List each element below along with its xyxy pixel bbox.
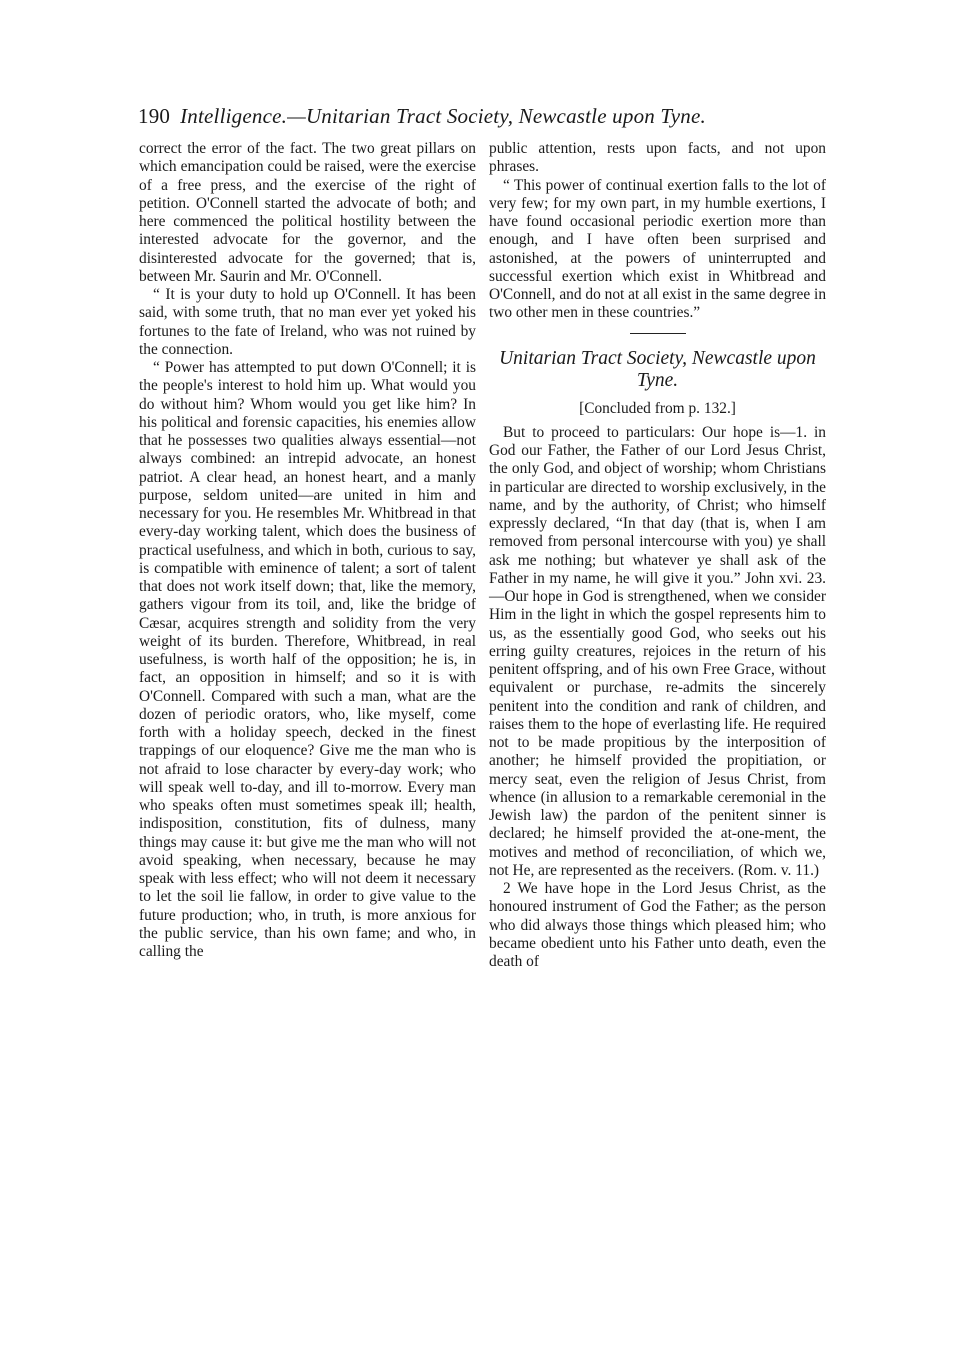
running-head xyxy=(138,104,838,129)
section-divider xyxy=(630,333,686,334)
page-number: 190 xyxy=(138,104,171,128)
paragraph: “ It is your duty to hold up O'Connell. It has been said, with some truth, that no man ever yet yoked his fortunes to the fate of Ireland, who was not ruined by the connection. xyxy=(139,286,476,358)
right-column xyxy=(489,140,826,971)
paragraph: “ Power has attempted to put down O'Connell; it is the people's interest to hold him up. What would you do without him? Whom would you get like him? In his political and forensic capacities, his enemies allow that he possesses two qualities always essential—not always combined: an intrepid advocate, an honest patriot. A clear head, an honest heart, and a manly purpose, seldom united—are united in him and necessary for you. He resembles Mr. Whitbread in that every-day working talent, which does the business of practical usefulness, and which in both, curious to say, is compatible with eminence of talent; a sort of talent that does not work itself down; that, like the memory, gathers vigour from its toil, and, like the bridge of Cæsar, acquires strength and solidity from the very weight of its burden. Therefore, Whitbread, in real usefulness, is worth half of the opposition; he is, in fact, an opposition in himself; and so it is with O'Connell. Compared with such a man, what are the dozen of periodic orators, who, like myself, come forth with a holiday speech, decked in the finest trappings of our eloquence? Give me the man who is not afraid to lose character by every-day work; who will speak well to-day, and ill to-morrow. Every man who speaks often must sometimes speak ill; health, indisposition, constitution, fits of dulness, many things may cause it: but give me the man who will not avoid speaking, when necessary, because he may speak with less effect; who will not deem it necessary to let the soil lie fallow, in order to give value to the future production; who, in truth, is more anxious for the public service, than his own fame; and who, in calling the xyxy=(139,359,476,960)
paragraph: “ This power of continual exertion falls to the lot of very few; for my own part, in my humble exertions, I have found occasional periodic exertion more than enough, and I have often been surprised and astonished, at the powers of uninterrupted and successful exertion which exist in Whitbread and O'Connell, and do not at all exist in the same degree in two other men in these countries.” xyxy=(489,176,827,322)
paragraph: But to proceed to particulars: Our hope is—1. in God our Father, the Father of our Lord Jesus Christ, the only God, and object of worship; whom Christians in particular are directed to worship exclusively, in the name, and by the authority, of Christ; who himself expressly declared, “In that day (that is, when I am removed from personal intercourse with you) ye shall ask me nothing; but whatever ye shall ask of the Father in my name, he will give it you.” John xvi. 23.—Our hope in God is strengthened, when we consider Him in the light in which the gospel represents him to us, as the essentially good God, who seeks out his erring guilty creatures, rejoices in the return of his penitent offspring, and of his own Free Grace, without equivalent or purchase, re-admits the sincerely penitent into the condition and rank of children, and raises them to the hope of everlasting life. He required not to be made propitious by the interposition of another; he himself provided the propitiation, or mercy seat, even the religion of Jesus Christ, from whence (in allusion to a remarkable ceremonial in the Jewish law) the pardon of the penitent sinner is declared; he himself provided the at-one-ment, the motives and method of reconciliation, of which we, not He, are represented as the receivers. (Rom. v. 11.) xyxy=(489,423,826,879)
left-column xyxy=(139,140,476,961)
continuation-note: [Concluded from p. 132.] xyxy=(579,399,736,417)
paragraph: correct the error of the fact. The two great pillars on which emancipation could be raised, were the exercise of a free press, and the exercise of the right of petition. O'Connell started the advocate of both; and here commenced the political hostility between the interested advocate for the governor, and the disinterested advocate for the governed; that is, between Mr. Saurin and Mr. O'Connell. xyxy=(139,140,476,285)
running-title: Intelligence.—Unitarian Tract Society, Newcastle upon Tyne. xyxy=(180,104,706,128)
section-title: Unitarian Tract Society, Newcastle upon Tyne. xyxy=(499,347,816,391)
paragraph: 2 We have hope in the Lord Jesus Christ, as the honoured instrument of God the Father; as the person who did always those things which pleased him; who became obedient unto his Father unto death, even the death of xyxy=(489,880,826,970)
paragraph: public attention, rests upon facts, and not upon phrases. xyxy=(489,140,826,176)
